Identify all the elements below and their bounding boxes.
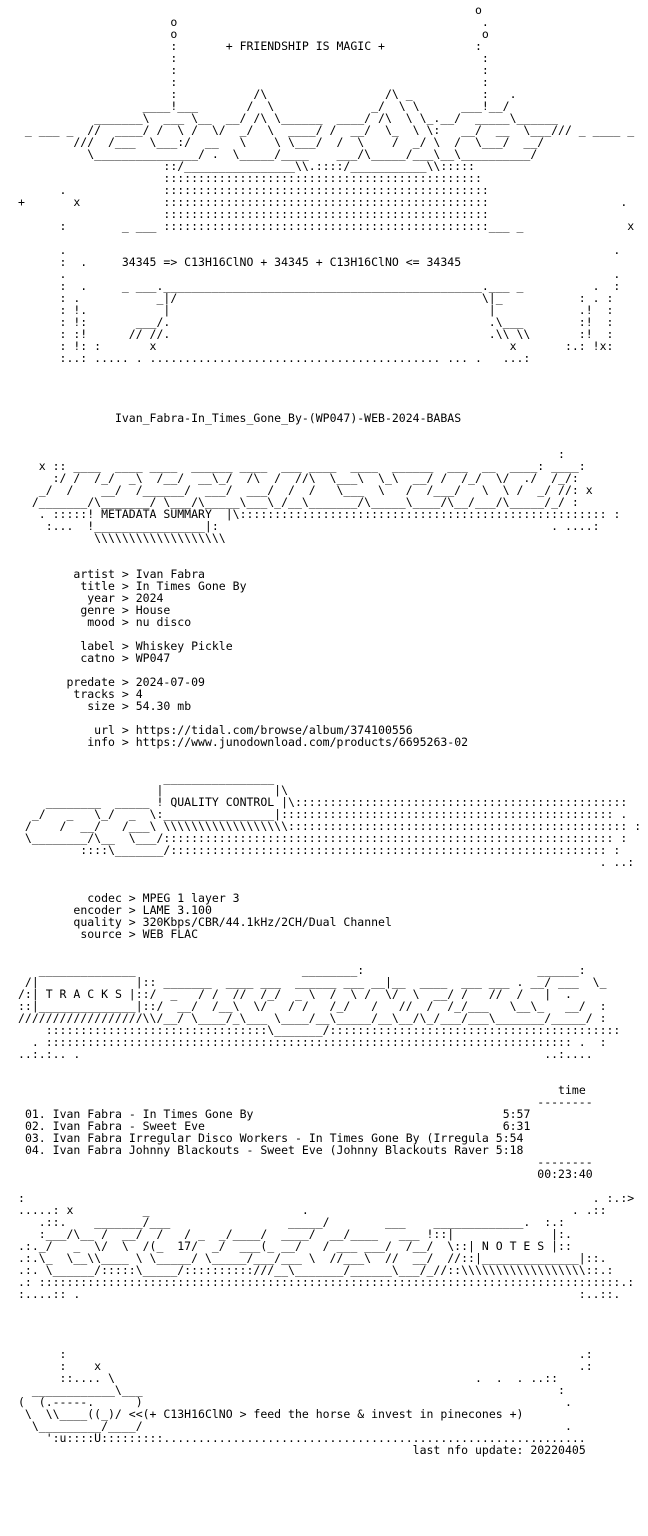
ascii-art: -------- (18, 1095, 593, 1109)
ascii-art: / / __/ /___\ \\\\\\\\\\\\\\\\\\::::::::::::::::::::::::::::::::::::::::::::::::: : (18, 819, 642, 833)
track-row: 04. Ivan Fabra Johnny Blackouts - Sweet Eve (Johnny Blackouts Raver 5:18 (24, 1143, 524, 1157)
quality-heading: QUALITY CONTROL (170, 795, 275, 809)
info-link: https://www.junodownload.com/products/6695263-02 (135, 735, 469, 749)
formula-line: : . 34345 => C13H16ClNO + 34345 + C13H16ClNO <= 34345 (18, 255, 462, 269)
ascii-art: /// /___ \___:/ __ \ \ \___/ / \ / _/ \ / \___/ __/ (18, 135, 545, 149)
ascii-art: : /\ /\ _ : . (18, 87, 517, 101)
ascii-art: ::|______________|::/ __/ /__\ \/ / / /_/ / // / /_/___ \__\_ __/ : (18, 999, 607, 1013)
footer-line: \ \\____((_)/ <<(+ C13H16ClNO > feed the horse & invest in pinecones +) (18, 1407, 524, 1421)
ascii-art: : . _ ___.______________________________________________.___ _ . : (18, 279, 621, 293)
ascii-art: ( (.-----. ) . (18, 1395, 572, 1409)
ascii-art: ::::::::::::::::::::::::::::::::\_______/:::::::::::::::::::::::::::::::::::::::::: (18, 1023, 621, 1037)
metadata-row: genre > House (80, 603, 171, 617)
ascii-art: ____________\___ : (18, 1383, 565, 1397)
ascii-art: :::::::::::::::::::::::::::::::::::::::::::::: (18, 171, 482, 185)
metadata-row: mood > nu disco (87, 615, 192, 629)
ascii-art: .: ::::::::::::::::::::::::::::::::::::::::::::::::::::::::::::::::::::::::::::::::::::.: (18, 1275, 635, 1289)
ascii-art: \\\\\\\\\\\\\\\\\\\ (18, 531, 226, 545)
metadata-row: predate > 2024-07-09 (66, 675, 205, 689)
ascii-art: .::. _______/___ _____/ ___ _____________. :.: (18, 1215, 565, 1229)
ascii-art: \________/\__ \___/::::::::::::::::::::::::::::::::::::::::::::::::::::::::::::::::: : (18, 831, 628, 845)
metadata-row: artist > Ivan Fabra (73, 567, 205, 581)
track-row: 03. Ivan Fabra Irregular Disco Workers - In Times Gone By (Irregula 5:54 (24, 1131, 524, 1145)
metadata-row: size > 54.30 mb (87, 699, 192, 713)
release-name: Ivan_Fabra-In_Times_Gone_By-(WP047)-WEB-2024-BABAS (114, 411, 462, 425)
tracks-heading: T R A C K S (45, 987, 122, 1001)
last-update: last nfo update: 20220405 (412, 1443, 586, 1457)
metadata-row: label > Whiskey Pickle (80, 639, 233, 653)
ascii-art: : x .: (18, 1359, 593, 1373)
ascii-art: :___/\__ / __/ / / _ _/____/ ____/ __/____ ___ !::| |:. (18, 1227, 572, 1241)
ascii-art: | |\ (18, 783, 289, 797)
ascii-art: ..:.:.. . ..:.... (18, 1047, 593, 1061)
ascii-art: : (18, 447, 565, 461)
ascii-art: : : (18, 75, 489, 89)
ascii-art: ____!___ / \ _/ \ \ ___!__/ (18, 99, 510, 113)
metadata-row: tracks > 4 (73, 687, 143, 701)
ascii-art: :/ / /_/ _\ /__/ __\_/ /\ / //\ \___\ \_\ __/ / /_/ \/ ./ /_/: (18, 471, 579, 485)
ascii-art: ::::::::::::::::::::::::::::::::::::::::::::::: (18, 207, 489, 221)
ascii-art: /:| T R A C K S |::/ _ / / // /_/ _ \ / \ / \/ \ __/ / // / | . (18, 987, 572, 1001)
ascii-art: : !: ___/. .\___ :! : (18, 315, 614, 329)
total-time: 00:23:40 (537, 1167, 593, 1181)
notes-heading: N O T E S (481, 1239, 545, 1253)
metadata-row: title > In Times Gone By (80, 579, 247, 593)
ascii-art: ::/________________\\.::::/___________\\::::: (18, 159, 475, 173)
ascii-art: : _ ___ :::::::::::::::::::::::::::::::::::::::::::::::___ _ x (18, 219, 635, 233)
ascii-art: /_______/\_______/ \___/\_____\___\_/__\_______/\_____\____/\__/___/\_____/_/ : (18, 495, 579, 509)
ascii-art: . ..: (18, 855, 635, 869)
url-link: https://tidal.com/browse/album/374100556 (135, 723, 413, 737)
ascii-art: : !: : x x :.: !x: (18, 339, 614, 353)
ascii-art: x :: ____ ____ ____ ______ ____ ___ ____ ____ ______ ___ __ ____: ____: (18, 459, 586, 473)
ascii-art: _______\ ___ \__ __/ /\ \______ ____/ /\ \ \_.__/ _____\______ (18, 111, 559, 125)
metadata-row: catno > WP047 (80, 651, 171, 665)
ascii-art: . :::::! METADATA SUMMARY |\::::::::::::::::::::::::::::::::::::::::::::::::::::: : (18, 507, 621, 521)
ascii-art: _/ _ \_/ _ \:________________|:::::::::::::::::::::::::::::::::::::::::::::::: . (18, 807, 628, 821)
ascii-art: ::.... \ . . . ..:: (18, 1371, 559, 1385)
ascii-art: .:. \______/:::::\_____/::::::::::///__\_______/______\___/_//::\\\\\\\\\\\\\\\\\\::.: (18, 1263, 614, 1277)
ascii-art: ________ _____ ! QUALITY CONTROL |\:::::::::::::::::::::::::::::::::::::::::::::::: (18, 795, 628, 809)
ascii-art: : : (18, 51, 489, 65)
ascii-art: . . (18, 267, 621, 281)
time-column-header: time (558, 1083, 586, 1097)
ascii-art: : .: (18, 1347, 593, 1361)
metadata-row: info > https://www.junodownload.com/products/6695263-02 (87, 735, 469, 749)
ascii-art: :... !________________|: . ....: (18, 519, 600, 533)
ascii-art: o . (18, 15, 489, 29)
ascii-art: : . _|/ \|_ : . : (18, 291, 614, 305)
quality-row: quality > 320Kbps/CBR/44.1kHz/2CH/Dual Channel (73, 915, 392, 929)
ascii-art: .:.\_ \__\\____ \ \_____/ \_____/___/___ \ //___\ // __/ //::|______________|::. (18, 1251, 607, 1265)
ascii-art: o o (18, 27, 489, 41)
ascii-art: :..: ..... . .......................................... ... . ...: (18, 351, 531, 365)
ascii-art: : :! // //. .\\ \\ :! : (18, 327, 614, 341)
ascii-art: ________________ (18, 771, 275, 785)
ascii-art: \_________/____/ . (18, 1419, 572, 1433)
ascii-art: /| |:: _______ ____ ___ ______ ___ __|__ ____ ___ ___ . __/ ___ \_ (18, 975, 607, 989)
ascii-art: \_______________/ . \_____/____ ___/\_____/___\__\__________/ (18, 147, 538, 161)
metadata-heading: METADATA SUMMARY (101, 507, 212, 521)
ascii-art: -------- (18, 1155, 593, 1169)
ascii-art: .....: x _ . . .:: (18, 1203, 607, 1217)
ascii-art: : . :.:> (18, 1191, 635, 1205)
ascii-art: ______________ ________: ______: (18, 963, 586, 977)
ascii-art: .:._/ _ \/ \ /(_ 17/ _/ ___(_ __/ / ___ ___/ /__/ \::| N O T E S |:: (18, 1239, 572, 1253)
track-row: 01. Ivan Fabra - In Times Gone By 5:57 (24, 1107, 531, 1121)
ascii-art: : !. | | .! : (18, 303, 614, 317)
nfo-document (18, 4, 641, 1456)
ascii-art: . . (18, 243, 621, 257)
ascii-art: . ::::::::::::::::::::::::::::::::::::::::::::::: (18, 183, 489, 197)
quality-row: source > WEB FLAC (80, 927, 199, 941)
ascii-art: _ ___ _ // ____/ / \ / \/ _/ \ ____/ / __/ \_ \ \: __/ __ \___/// _ ____ _ (18, 123, 635, 137)
ascii-art: _/ / __/ /______/ ___/ ___/ / / \___ \ / /___/ \ \ / _/ //: x (18, 483, 593, 497)
ascii-art: ':u::::U:::::::::............................................................. (18, 1431, 586, 1445)
quality-row: codec > MPEG 1 layer 3 (87, 891, 240, 905)
quality-row: encoder > LAME 3.100 (73, 903, 212, 917)
track-row: 02. Ivan Fabra - Sweet Eve 6:31 (24, 1119, 531, 1133)
ascii-art: //////////////////\\/__/ \____/_\___ \____/__\_____/__\__/\_/___/___\_______/_____/ : (18, 1011, 607, 1025)
ascii-art: + x ::::::::::::::::::::::::::::::::::::::::::::::: . (18, 195, 628, 209)
ascii-art: . :::::::::::::::::::::::::::::::::::::::::::::::::::::::::::::::::::::::::::: . : (18, 1035, 607, 1049)
header-title: + FRIENDSHIP IS MAGIC + (225, 39, 385, 53)
metadata-row: url > https://tidal.com/browse/album/374100556 (94, 723, 413, 737)
ascii-art: :....:: . :..::. (18, 1287, 621, 1301)
metadata-row: year > 2024 (87, 591, 164, 605)
ascii-art: o (18, 3, 482, 17)
ascii-art: : + FRIENDSHIP IS MAGIC + : (18, 39, 482, 53)
ascii-art: ::::\_______/::::::::::::::::::::::::::::::::::::::::::::::::::::::::::::::: : (18, 843, 621, 857)
ascii-art: : : (18, 63, 489, 77)
